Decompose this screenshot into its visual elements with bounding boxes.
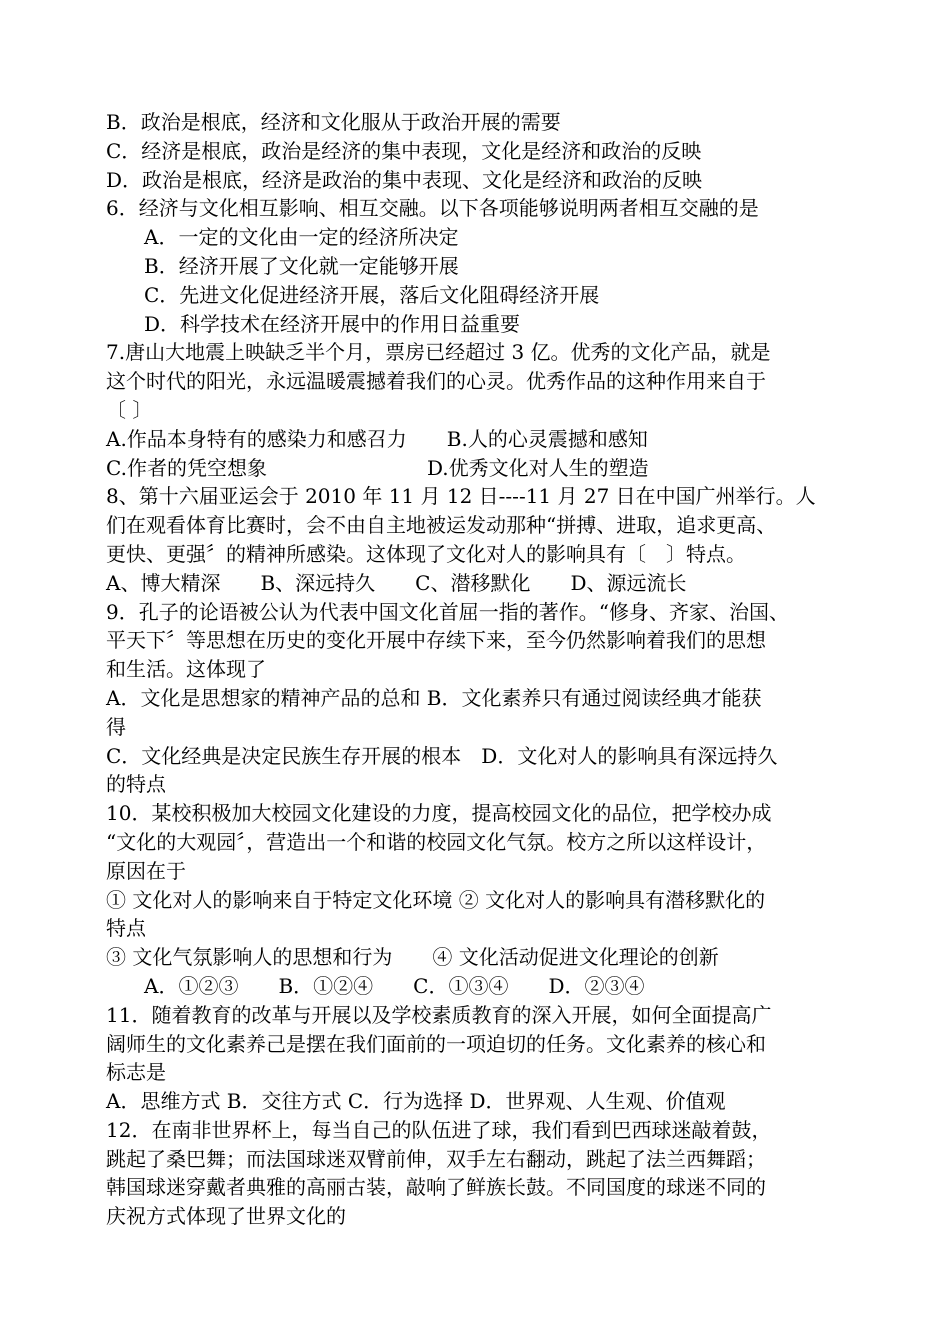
text-line: C．文化经典是决定民族生存开展的根本 D．文化对人的影响具有深远持久: [106, 743, 778, 768]
text-line: 6．经济与文化相互影响、相互交融。以下各项能够说明两者相互交融的是: [106, 196, 759, 221]
text-line: D．政治是根底，经济是政治的集中表现、文化是经济和政治的反映: [106, 167, 703, 192]
text-line: 12．在南非世界杯上，每当自己的队伍进了球，我们看到巴西球迷敲着鼓，: [106, 1117, 772, 1142]
text-line: 9．孔子的论语被公认为代表中国文化首屈一指的著作。“修身、齐家、治国、: [106, 599, 789, 624]
text-line: B．政治是根底，经济和文化服从于政治开展的需要: [106, 110, 561, 134]
text-line: 得: [106, 714, 126, 739]
text-line: 10．某校积极加大校园文化建设的力度，提高校园文化的品位，把学校办成: [106, 801, 772, 826]
text-line: C．经济是根底，政治是经济的集中表现，文化是经济和政治的反映: [106, 138, 702, 163]
text-line: 更快、更强〞的精神所感染。这体现了文化对人的影响具有〔 〕特点。: [106, 541, 746, 566]
text-line: 标志是: [106, 1060, 166, 1085]
text-line: 韩国球迷穿戴者典雅的高丽古装，敲响了鲜族长鼓。不同国度的球迷不同的: [106, 1175, 766, 1200]
text-line: 平天下〞等思想在历史的变化开展中存续下来，至今仍然影响着我们的思想: [106, 628, 766, 653]
text-line: “文化的大观园〞，营造出一个和谐的校园文化气氛。校方之所以这样设计，: [106, 829, 767, 854]
text-line: 和生活。这体现了: [106, 657, 266, 682]
text-line: 8、第十六届亚运会于 2010 年 11 月 12 日----11 月 27 日在中国广州举行。人: [106, 484, 816, 509]
text-line: 这个时代的阳光，永远温暖震撼着我们的心灵。优秀作品的这种作用来自于: [106, 369, 766, 394]
text-line: 特点: [106, 916, 146, 941]
document-page: [106, 108, 866, 1231]
text-line: B．经济开展了文化就一定能够开展: [144, 253, 459, 278]
text-line: 庆祝方式体现了世界文化的: [106, 1204, 346, 1229]
text-line: 的特点: [106, 772, 166, 797]
text-line: 〔 〕: [106, 397, 153, 422]
text-line: 跳起了桑巴舞；而法国球迷双臂前伸，双手左右翻动，跳起了法兰西舞蹈；: [106, 1146, 766, 1171]
text-line: ③ 文化气氛影响人的思想和行为 ④ 文化活动促进文化理论的创新: [106, 945, 719, 970]
text-line: D．科学技术在经济开展中的作用日益重要: [144, 311, 521, 336]
text-line: C.作者的凭空想象 D.优秀文化对人生的塑造: [106, 455, 649, 480]
text-line: A.作品本身特有的感染力和感召力 B.人的心灵震撼和感知: [106, 426, 648, 451]
text-line: A．一定的文化由一定的经济所决定: [144, 225, 459, 250]
text-line: A．①②③ B．①②④ C．①③④ D．②③④: [144, 973, 645, 998]
text-line: C．先进文化促进经济开展，落后文化阻碍经济开展: [144, 282, 600, 307]
text-line: 阔师生的文化素养己是摆在我们面前的一项迫切的任务。文化素养的核心和: [106, 1031, 766, 1056]
text-line: A．思维方式 B．交往方式 C．行为选择 D．世界观、人生观、价值观: [106, 1089, 726, 1114]
text-line: A、博大精深 B、深远持久 C、潜移默化 D、源远流长: [106, 570, 687, 595]
text-line: ① 文化对人的影响来自于特定文化环境 ② 文化对人的影响具有潜移默化的: [106, 887, 766, 912]
text-line: A．文化是思想家的精神产品的总和 B．文化素养只有通过阅读经典才能获: [106, 685, 762, 710]
text-line: 7.唐山大地震上映缺乏半个月，票房已经超过 3 亿。优秀的文化产品，就是: [106, 340, 771, 365]
text-line: 原因在于: [106, 858, 186, 883]
text-line: 11．随着教育的改革与开展以及学校素质教育的深入开展，如何全面提高广: [106, 1002, 772, 1027]
text-line: 们在观看体育比赛时，会不由自主地被运发动那种“拼搏、进取，追求更高、: [106, 513, 777, 538]
